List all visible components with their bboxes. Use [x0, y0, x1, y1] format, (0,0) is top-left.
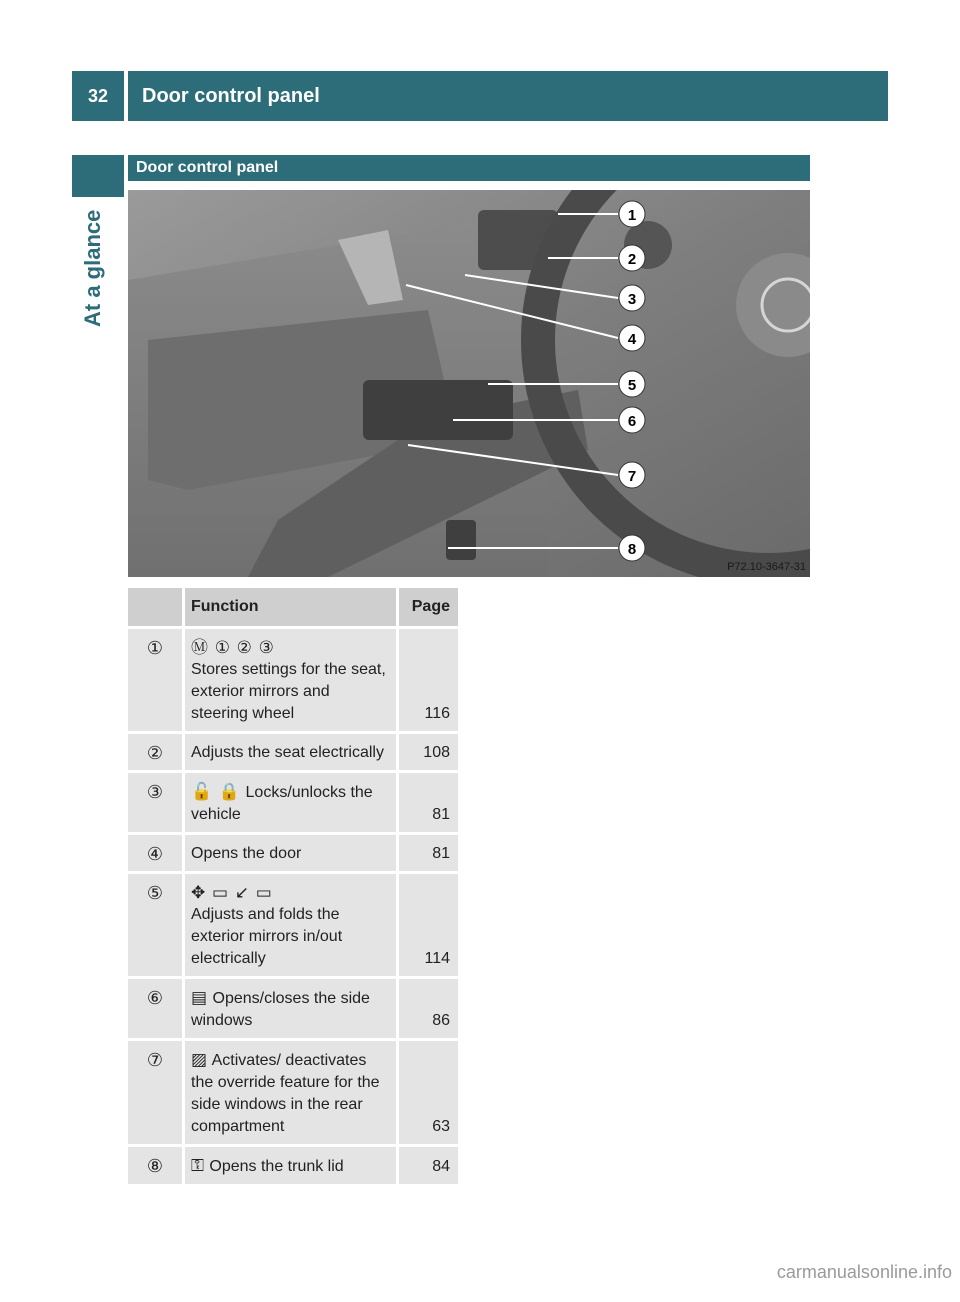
row-function-text: Adjusts the seat electrically [191, 744, 384, 761]
row-function-text: Opens/closes the side windows [191, 990, 370, 1029]
callout-5-label: 5 [627, 377, 637, 394]
row-number: ③ [128, 773, 182, 832]
row-function [182, 629, 399, 731]
side-window-icon: ▤ [191, 988, 209, 1007]
table-row [128, 1041, 458, 1144]
door-panel-illustration [128, 190, 810, 577]
side-tab [72, 155, 124, 1205]
row-page: 81 [399, 835, 458, 871]
row-page: 108 [399, 734, 458, 770]
row-page: 86 [399, 979, 458, 1038]
callout-3-label: 3 [627, 291, 637, 308]
header-number [128, 588, 182, 626]
callout-2-label: 2 [627, 251, 637, 268]
row-function [182, 773, 399, 832]
callout-6-marker [619, 407, 645, 433]
window-override-icon: ▨ [191, 1050, 209, 1069]
row-number: ② [128, 734, 182, 770]
callout-8-label: 8 [627, 541, 637, 558]
trunk-lid-icon: ⚿ [191, 1156, 205, 1175]
table-row [128, 773, 458, 832]
row-function [182, 874, 399, 976]
row-function [182, 1041, 399, 1144]
callout-4-label: 4 [627, 331, 637, 348]
row-function [182, 1147, 399, 1184]
callout-2-marker [619, 245, 645, 271]
row-page: 116 [399, 629, 458, 731]
window-switch-panel [363, 380, 513, 440]
row-page: 63 [399, 1041, 458, 1144]
row-page: 84 [399, 1147, 458, 1184]
row-function-text: Locks/unlocks the vehicle [191, 784, 373, 823]
table-row [128, 835, 458, 871]
figure-code: P72.10-3647-31 [727, 561, 806, 573]
row-number: ① [128, 629, 182, 731]
side-tab-label: At a glance [80, 210, 105, 328]
callout-7-label: 7 [627, 468, 637, 485]
callout-1-marker [619, 201, 645, 227]
row-function-text: Activates/ deactivates the override feature for the side windows in the rear compartment [191, 1052, 380, 1135]
row-page: 81 [399, 773, 458, 832]
page-header-title: Door control panel [128, 71, 888, 121]
callout-7-marker [619, 462, 645, 488]
callout-4-marker [619, 325, 645, 351]
callout-3-marker [619, 285, 645, 311]
table-row [128, 629, 458, 731]
row-number: ⑦ [128, 1041, 182, 1144]
trunk-switch [446, 520, 476, 560]
header-function: Function [182, 588, 399, 626]
table-row [128, 979, 458, 1038]
table-row [128, 874, 458, 976]
row-number: ⑧ [128, 1147, 182, 1184]
lock-unlock-icon: 🔓 🔒 [191, 782, 242, 801]
section-title: Door control panel [128, 155, 810, 181]
row-function-text: Opens the trunk lid [209, 1158, 344, 1175]
mirror-adjust-icon: ✥ ▭ ↙ ▭ [191, 883, 273, 902]
side-tab-block [72, 155, 124, 197]
callout-5-marker [619, 371, 645, 397]
table-header-row [128, 588, 458, 626]
callout-1-label: 1 [627, 207, 637, 224]
callout-6-label: 6 [627, 413, 637, 430]
header-page: Page [399, 588, 458, 626]
row-function-text: Opens the door [191, 845, 302, 862]
row-page: 114 [399, 874, 458, 976]
callout-8-marker [619, 535, 645, 561]
function-table [128, 585, 458, 1187]
row-function-text: Adjusts and folds the exterior mirrors in/out electrically [191, 906, 343, 967]
table-row [128, 734, 458, 770]
row-number: ⑤ [128, 874, 182, 976]
row-function [182, 979, 399, 1038]
row-function [182, 835, 399, 871]
row-number: ④ [128, 835, 182, 871]
table-row [128, 1147, 458, 1184]
row-function-text: Stores settings for the seat, exterior mirrors and steering wheel [191, 661, 386, 722]
footer-watermark: carmanualsonline.info [776, 1262, 952, 1282]
memory-buttons-icon: Ⓜ ① ② ③ [191, 638, 275, 657]
row-function [182, 734, 399, 770]
row-number: ⑥ [128, 979, 182, 1038]
page-number: 32 [72, 71, 124, 121]
